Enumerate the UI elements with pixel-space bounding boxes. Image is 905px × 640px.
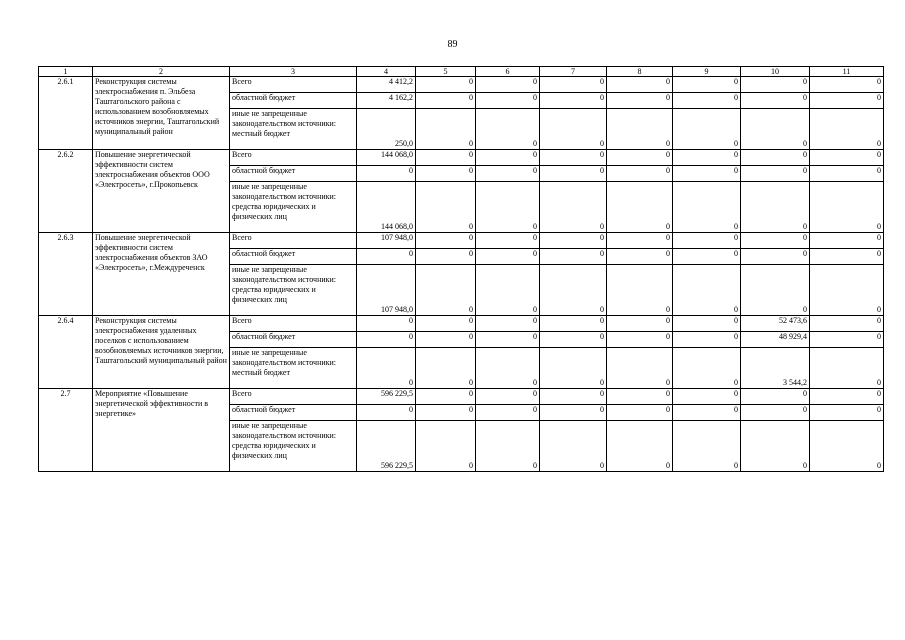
- value-cell: 0: [810, 150, 884, 166]
- funding-source: областной бюджет: [230, 249, 357, 265]
- value-cell: 0: [540, 166, 607, 182]
- value-cell: 0: [476, 150, 540, 166]
- page-number: 89: [447, 39, 458, 50]
- value-cell: 0: [416, 316, 476, 332]
- funding-table: [38, 66, 884, 472]
- value-cell: 0: [741, 249, 810, 265]
- header-cell: 7: [540, 67, 607, 77]
- value-cell: 0: [607, 421, 673, 472]
- value-cell: 0: [476, 249, 540, 265]
- item-code: 2.7: [39, 389, 93, 472]
- value-cell: 0: [607, 166, 673, 182]
- value-cell: 0: [810, 182, 884, 233]
- value-cell: 0: [416, 405, 476, 421]
- item-code: 2.6.2: [39, 150, 93, 233]
- value-cell: 0: [540, 233, 607, 249]
- value-cell: 48 929,4: [741, 332, 810, 348]
- value-cell: 0: [607, 182, 673, 233]
- value-cell: 0: [607, 77, 673, 93]
- table-row: [39, 150, 884, 166]
- value-cell: 0: [476, 405, 540, 421]
- value-cell: 0: [476, 93, 540, 109]
- value-cell: 0: [673, 233, 741, 249]
- header-cell: 4: [357, 67, 416, 77]
- value-cell: 0: [540, 109, 607, 150]
- value-cell: 596 229,5: [357, 389, 416, 405]
- value-cell: 0: [810, 348, 884, 389]
- value-cell: 0: [416, 233, 476, 249]
- header-cell: 2: [93, 67, 230, 77]
- value-cell: 0: [416, 77, 476, 93]
- table-row: [39, 389, 884, 405]
- value-cell: 0: [540, 332, 607, 348]
- item-code: 2.6.4: [39, 316, 93, 389]
- value-cell: 0: [810, 389, 884, 405]
- value-cell: 52 473,6: [741, 316, 810, 332]
- value-cell: 0: [673, 332, 741, 348]
- value-cell: 0: [673, 249, 741, 265]
- value-cell: 0: [673, 348, 741, 389]
- value-cell: 0: [416, 109, 476, 150]
- value-cell: 107 948,0: [357, 233, 416, 249]
- header-cell: 10: [741, 67, 810, 77]
- value-cell: 0: [810, 93, 884, 109]
- item-name: Реконструкция системы электроснабжения удаленных поселков с использованием возобновляемых источников энергии, Таштагольский муниципальный район: [93, 316, 230, 389]
- value-cell: 0: [673, 182, 741, 233]
- value-cell: 0: [476, 109, 540, 150]
- funding-source: иные не запрещенные законодательством источники: средства юридических и физических лиц: [230, 421, 357, 472]
- value-cell: 0: [416, 249, 476, 265]
- value-cell: 144 068,0: [357, 150, 416, 166]
- value-cell: 0: [416, 421, 476, 472]
- value-cell: 0: [540, 421, 607, 472]
- item-code: 2.6.3: [39, 233, 93, 316]
- value-cell: 0: [607, 405, 673, 421]
- funding-source: областной бюджет: [230, 166, 357, 182]
- value-cell: 0: [540, 249, 607, 265]
- value-cell: 0: [607, 233, 673, 249]
- value-cell: 0: [540, 348, 607, 389]
- value-cell: 0: [476, 421, 540, 472]
- value-cell: 0: [476, 348, 540, 389]
- header-cell: 3: [230, 67, 357, 77]
- funding-source: Всего: [230, 389, 357, 405]
- value-cell: 0: [607, 249, 673, 265]
- funding-source: иные не запрещенные законодательством источники: местный бюджет: [230, 109, 357, 150]
- value-cell: 0: [607, 265, 673, 316]
- value-cell: 0: [810, 233, 884, 249]
- value-cell: 0: [476, 265, 540, 316]
- value-cell: 0: [741, 233, 810, 249]
- value-cell: 0: [476, 166, 540, 182]
- value-cell: 0: [476, 77, 540, 93]
- value-cell: 0: [810, 405, 884, 421]
- value-cell: 0: [673, 265, 741, 316]
- value-cell: 0: [673, 405, 741, 421]
- value-cell: 0: [416, 93, 476, 109]
- value-cell: 0: [416, 182, 476, 233]
- value-cell: 0: [357, 405, 416, 421]
- value-cell: 0: [416, 389, 476, 405]
- value-cell: 0: [810, 249, 884, 265]
- funding-source: Всего: [230, 150, 357, 166]
- value-cell: 4 412,2: [357, 77, 416, 93]
- funding-source: областной бюджет: [230, 405, 357, 421]
- value-cell: 0: [607, 389, 673, 405]
- value-cell: 0: [476, 316, 540, 332]
- value-cell: 0: [810, 421, 884, 472]
- value-cell: 3 544,2: [741, 348, 810, 389]
- table-row: [39, 77, 884, 93]
- funding-source: областной бюджет: [230, 93, 357, 109]
- value-cell: 0: [540, 77, 607, 93]
- value-cell: 0: [416, 332, 476, 348]
- value-cell: 0: [607, 348, 673, 389]
- header-cell: 8: [607, 67, 673, 77]
- value-cell: 0: [540, 182, 607, 233]
- value-cell: 0: [741, 150, 810, 166]
- value-cell: 0: [741, 265, 810, 316]
- value-cell: 596 229,5: [357, 421, 416, 472]
- value-cell: 0: [416, 150, 476, 166]
- header-cell: 6: [476, 67, 540, 77]
- value-cell: 0: [810, 166, 884, 182]
- value-cell: 0: [540, 150, 607, 166]
- value-cell: 0: [673, 109, 741, 150]
- value-cell: 0: [476, 332, 540, 348]
- value-cell: 0: [476, 182, 540, 233]
- value-cell: 0: [810, 109, 884, 150]
- value-cell: 0: [810, 332, 884, 348]
- value-cell: 0: [741, 77, 810, 93]
- value-cell: 0: [357, 332, 416, 348]
- value-cell: 0: [673, 150, 741, 166]
- funding-source: Всего: [230, 316, 357, 332]
- value-cell: 4 162,2: [357, 93, 416, 109]
- header-cell: 5: [416, 67, 476, 77]
- value-cell: 0: [357, 348, 416, 389]
- value-cell: 0: [741, 93, 810, 109]
- value-cell: 0: [540, 265, 607, 316]
- value-cell: 0: [540, 405, 607, 421]
- value-cell: 0: [607, 150, 673, 166]
- value-cell: 0: [673, 166, 741, 182]
- value-cell: 0: [607, 316, 673, 332]
- value-cell: 250,0: [357, 109, 416, 150]
- item-name: Мероприятие «Повышение энергетической эффективности в энергетике»: [93, 389, 230, 472]
- value-cell: 0: [673, 316, 741, 332]
- value-cell: 0: [416, 265, 476, 316]
- value-cell: 0: [357, 166, 416, 182]
- value-cell: 0: [810, 265, 884, 316]
- funding-source: Всего: [230, 233, 357, 249]
- item-code: 2.6.1: [39, 77, 93, 150]
- value-cell: 0: [476, 233, 540, 249]
- table-row: [39, 233, 884, 249]
- value-cell: 0: [673, 77, 741, 93]
- value-cell: 107 948,0: [357, 265, 416, 316]
- item-name: Повышение энергетической эффективности систем электроснабжения объектов ООО «Электросеть», г.Прокопьевск: [93, 150, 230, 233]
- item-name: Реконструкция системы электроснабжения п. Эльбеза Таштагольского района с использованием возобновляемых источников энергии, Таштагольский муниципальный район: [93, 77, 230, 150]
- value-cell: 0: [607, 93, 673, 109]
- item-name: Повышение энергетической эффективности систем электроснабжения объектов ЗАО «Электросеть», г.Междуреченск: [93, 233, 230, 316]
- value-cell: 0: [540, 93, 607, 109]
- funding-source: иные не запрещенные законодательством источники: местный бюджет: [230, 348, 357, 389]
- header-row: [39, 67, 884, 77]
- value-cell: 0: [810, 77, 884, 93]
- value-cell: 0: [540, 389, 607, 405]
- value-cell: 0: [673, 93, 741, 109]
- value-cell: 0: [416, 166, 476, 182]
- value-cell: 0: [741, 182, 810, 233]
- value-cell: 0: [673, 421, 741, 472]
- value-cell: 0: [607, 109, 673, 150]
- value-cell: 0: [810, 316, 884, 332]
- funding-source: иные не запрещенные законодательством источники: средства юридических и физических лиц: [230, 182, 357, 233]
- value-cell: 0: [741, 166, 810, 182]
- value-cell: 0: [357, 249, 416, 265]
- value-cell: 0: [540, 316, 607, 332]
- value-cell: 0: [357, 316, 416, 332]
- value-cell: 0: [741, 389, 810, 405]
- funding-source: Всего: [230, 77, 357, 93]
- header-cell: 11: [810, 67, 884, 77]
- value-cell: 0: [476, 389, 540, 405]
- value-cell: 0: [741, 109, 810, 150]
- value-cell: 0: [607, 332, 673, 348]
- value-cell: 144 068,0: [357, 182, 416, 233]
- funding-source: областной бюджет: [230, 332, 357, 348]
- value-cell: 0: [741, 405, 810, 421]
- funding-source: иные не запрещенные законодательством источники: средства юридических и физических лиц: [230, 265, 357, 316]
- header-cell: 9: [673, 67, 741, 77]
- value-cell: 0: [741, 421, 810, 472]
- value-cell: 0: [416, 348, 476, 389]
- value-cell: 0: [673, 389, 741, 405]
- table-row: [39, 316, 884, 332]
- header-cell: 1: [39, 67, 93, 77]
